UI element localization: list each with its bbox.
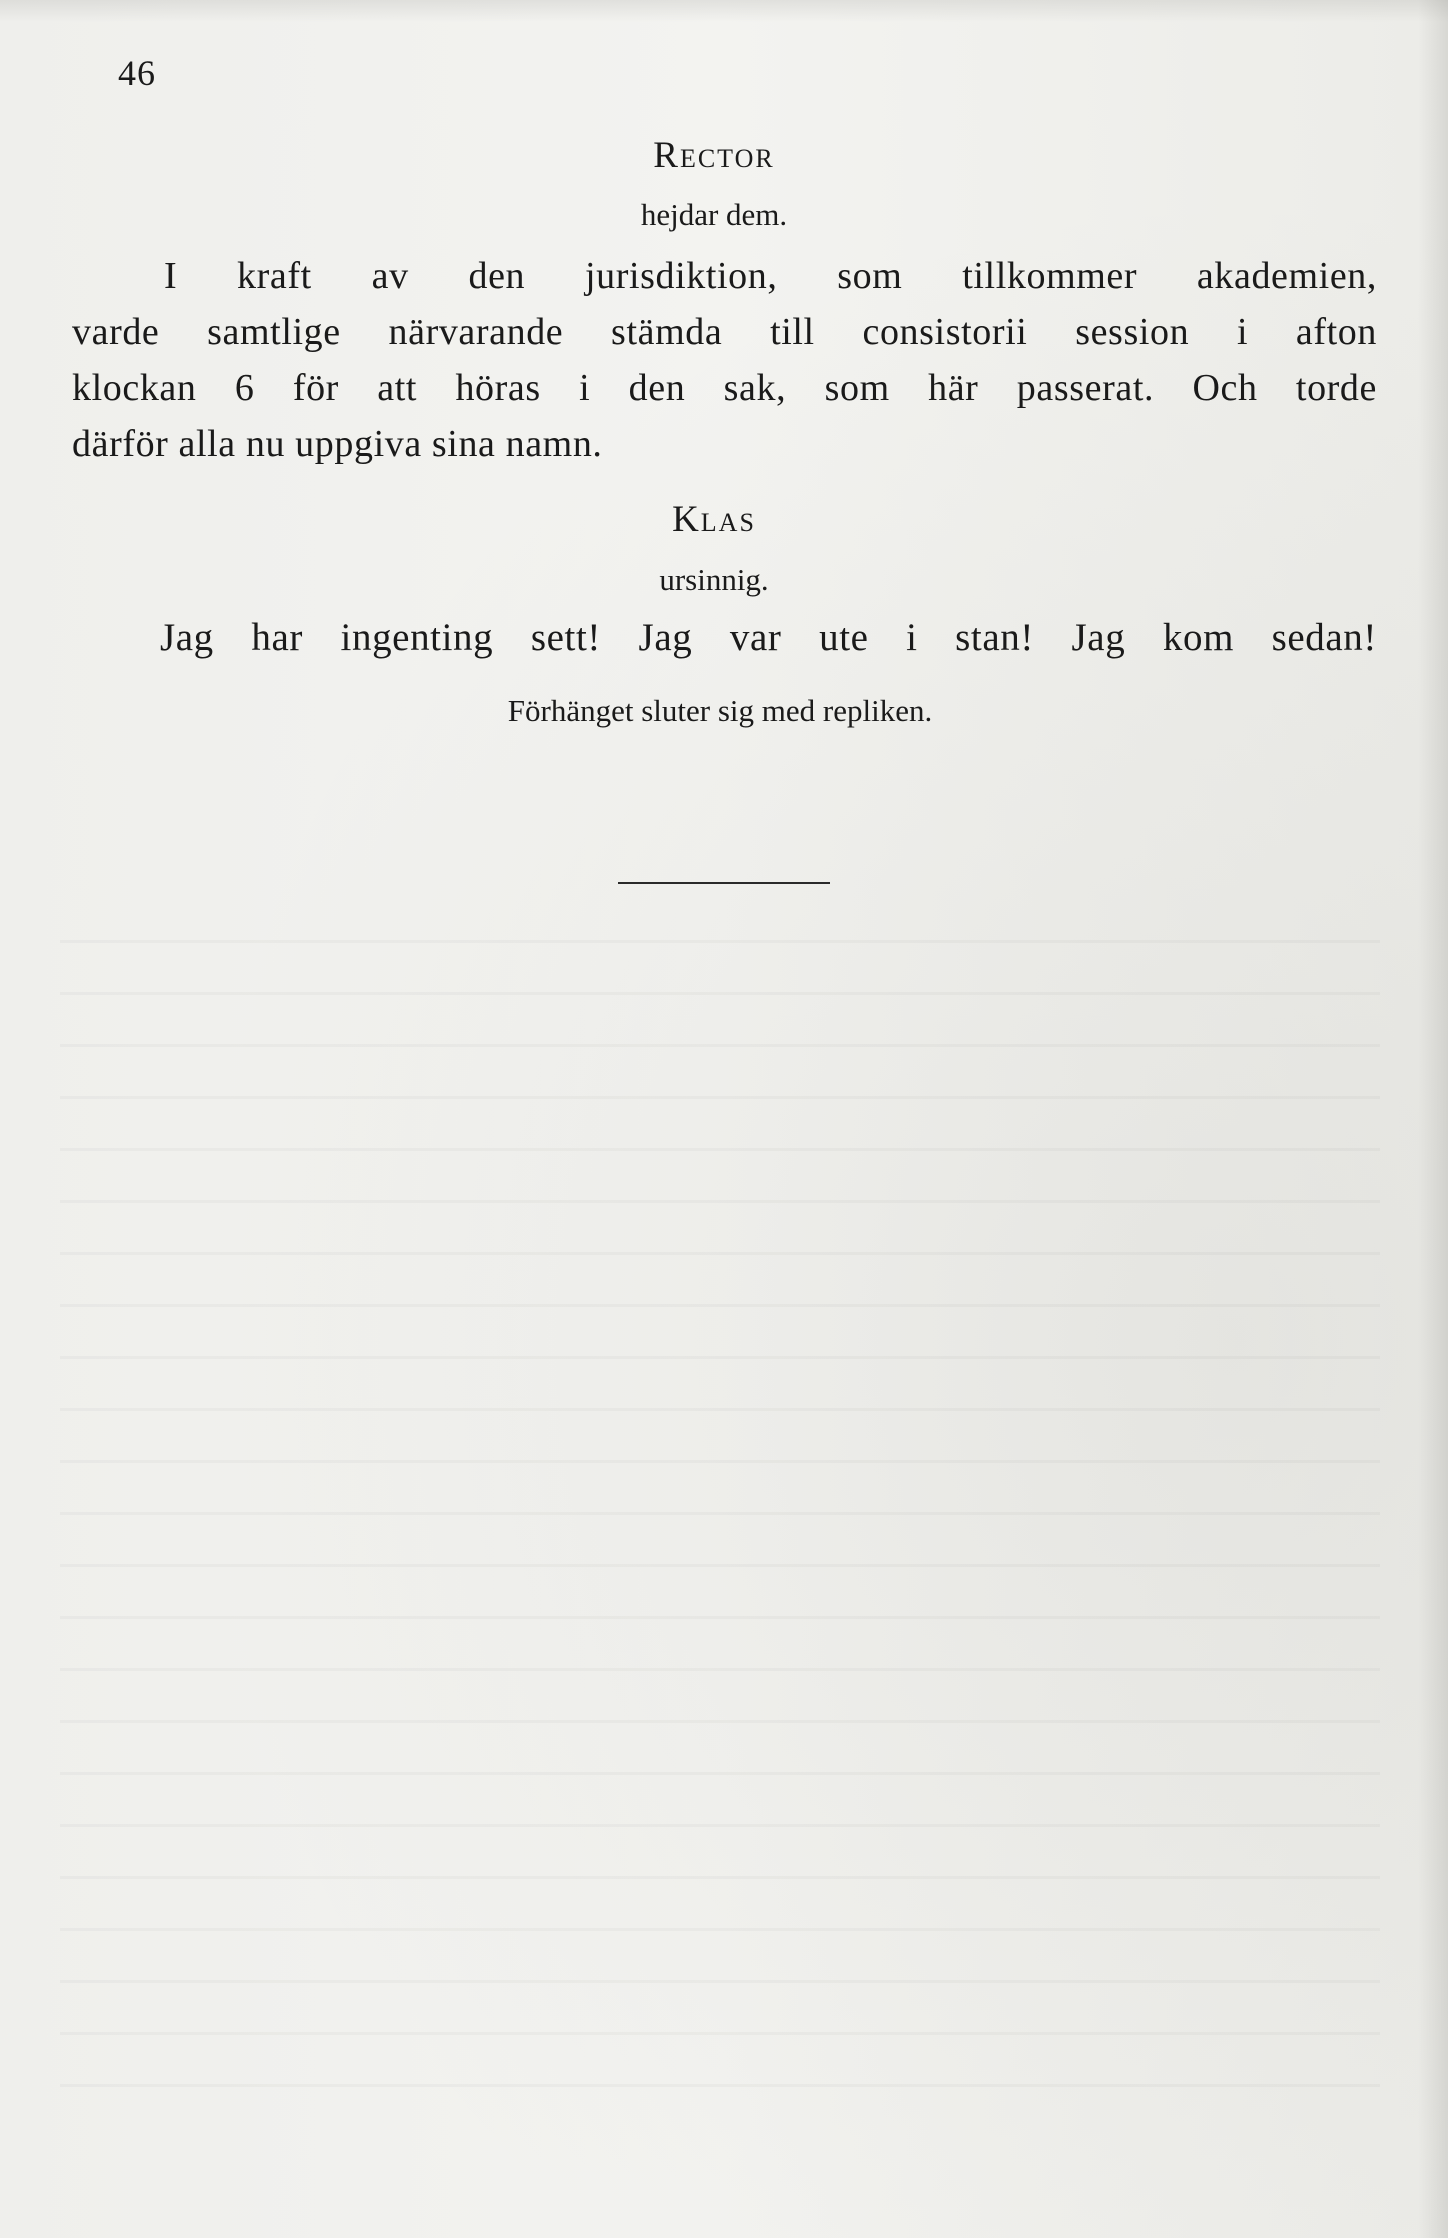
klas-speech [160, 610, 1377, 666]
speaker-rector: Rector [653, 135, 775, 176]
speech-line: därför alla nu uppgiva sina namn. [72, 423, 603, 465]
page-top-shadow [0, 0, 1448, 22]
page-gutter-shadow [1418, 0, 1448, 2238]
speech-line: Jag har ingenting sett! Jag var ute i stan! Jag kom sedan! [160, 616, 1377, 659]
stage-direction-curtain: Förhänget sluter sig med repliken. [507, 693, 933, 728]
speech-line: varde samtlige närvarande stämda till consistorii session i afton [72, 311, 1377, 353]
speaker-klas: Klas [672, 499, 756, 540]
stage-direction-klas: ursinnig. [659, 562, 769, 597]
speech-line: klockan 6 för att höras i den sak, som här passerat. Och torde [72, 367, 1377, 409]
section-divider [618, 882, 830, 884]
stage-direction-rector: hejdar dem. [640, 197, 788, 232]
page-number: 46 [118, 53, 156, 93]
speech-line: I kraft av den jurisdiktion, som tillkommer akademien, [164, 255, 1377, 297]
show-through-texture [60, 940, 1380, 2120]
rector-speech [72, 248, 1377, 472]
